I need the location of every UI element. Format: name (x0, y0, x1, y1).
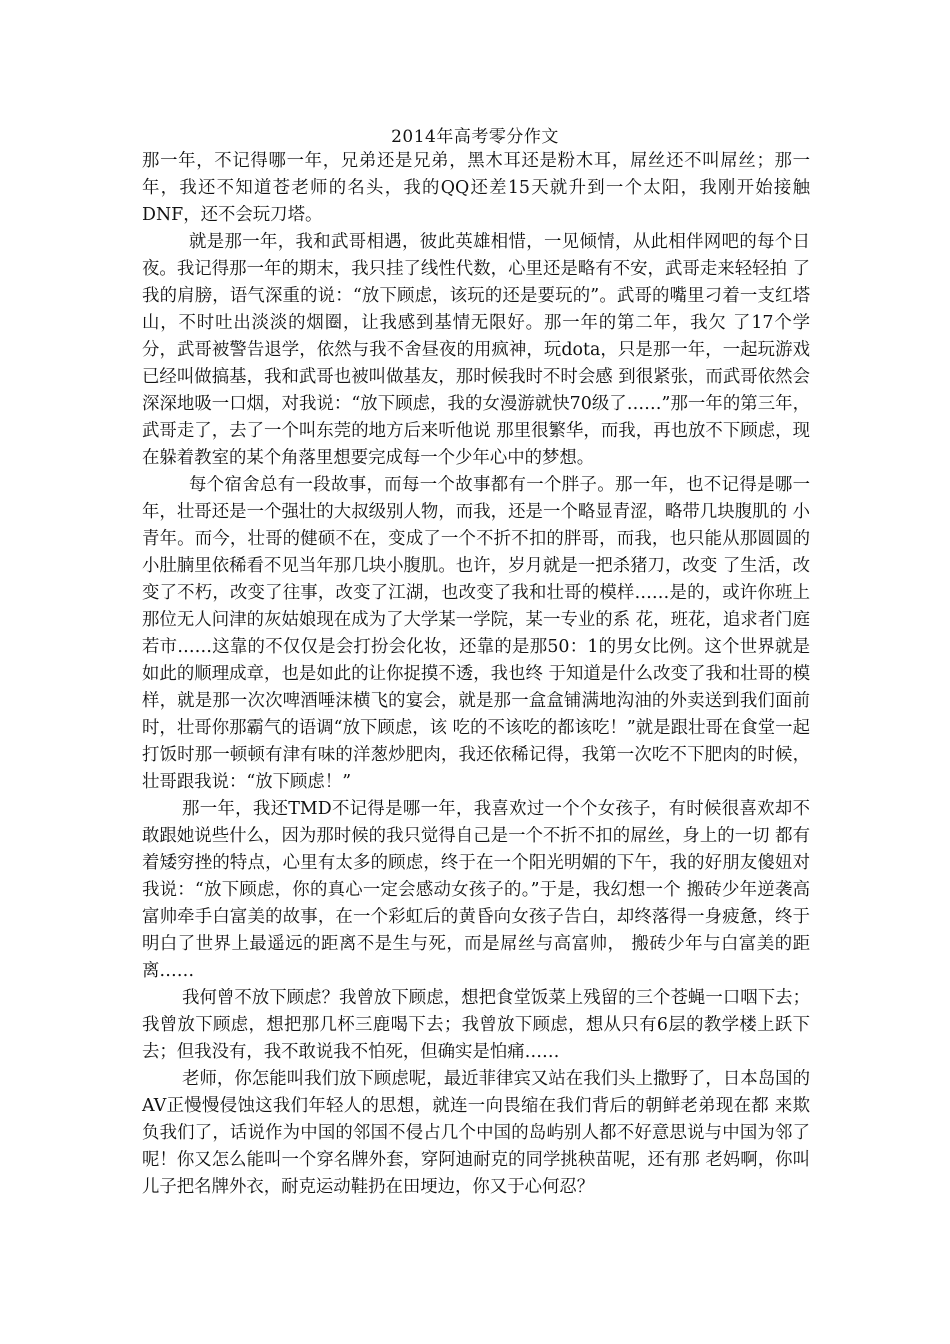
paragraph-2: 就是那一年，我和武哥相遇，彼此英雄相惜，一见倾情，从此相伴网吧的每个日夜。我记得那一年的期末，我只挂了线性代数，心里还是略有不安，武哥走来轻轻拍 了我的肩膀，语气深重的说：“放下顾虑，该玩的还是要玩的”。武哥的嘴里刁着一支红塔山，不时吐出淡淡的烟圈，让我感到基情无限好。那一年的第二年，我欠 了17个学分，武哥被警告退学，依然与我不舍昼夜的用疯神，玩dota，只是那一年，一起玩游戏已经叫做搞基，我和武哥也被叫做基友，那时候我时不时会感 到很紧张，而武哥依然会深深地吸一口烟，对我说：“放下顾虑，我的女漫游就快70级了……”那一年的第三年，武哥走了，去了一个叫东莞的地方后来听他说 那里很繁华，而我，再也放不下顾虑，现在躲着教室的某个角落里想要完成每一个少年心中的梦想。 (142, 232, 810, 468)
paragraph-1: 那一年，不记得哪一年，兄弟还是兄弟，黑木耳还是粉木耳，屌丝还不叫屌丝；那一年，我还不知道苍老师的名头，我的QQ还差15天就升到一个太阳，我刚开始接触DNF，还不会玩刀塔。 (142, 151, 810, 225)
paragraph-6: 老师，你怎能叫我们放下顾虑呢，最近菲律宾又站在我们头上撒野了，日本岛国的AV正慢慢侵蚀这我们年轻人的思想，就连一向畏缩在我们背后的朝鲜老弟现在都 来欺负我们了，话说作为中国的邻国不侵占几个中国的岛屿别人都不好意思说与中国为邻了呢！你又怎么能叫一个穿名牌外套，穿阿迪耐克的同学挑秧苗呢，还有那 老妈啊，你叫儿子把名牌外衣，耐克运动鞋扔在田埂边，你又于心何忍？ (142, 1069, 810, 1197)
document-body (142, 148, 810, 1201)
paragraph-3: 每个宿舍总有一段故事，而每一个故事都有一个胖子。那一年，也不记得是哪一年，壮哥还是一个强壮的大叔级别人物，而我，还是一个略显青涩，略带几块腹肌的 小青年。而今，壮哥的健硕不在，变成了一个不折不扣的胖哥，而我，也只能从那圆圆的小肚腩里依稀看不见当年那几块小腹肌。也许，岁月就是一把杀猪刀，改变 了生活，改变了不朽，改变了往事，改变了江湖，也改变了我和壮哥的模样……是的，或许你班上那位无人问津的灰姑娘现在成为了大学某一学院，某一专业的系 花，班花，追求者门庭若市……这靠的不仅仅是会打扮会化妆，还靠的是那50：1的男女比例。这个世界就是如此的顺理成章，也是如此的让你捉摸不透，我也终 于知道是什么改变了我和壮哥的模样，就是那一次次啤酒唾沫横飞的宴会，就是那一盒盒铺满地沟油的外卖送到我们面前时，壮哥你那霸气的语调“放下顾虑，该 吃的不该吃的都该吃！”就是跟壮哥在食堂一起打饭时那一顿顿有津有味的洋葱炒肥肉，我还依稀记得，我第一次吃不下肥肉的时候，壮哥跟我说：“放下顾虑！” (142, 475, 810, 792)
paragraph-5: 我何曾不放下顾虑？我曾放下顾虑，想把食堂饭菜上残留的三个苍蝇一口咽下去；我曾放下顾虑，想把那几杯三鹿喝下去；我曾放下顾虑，想从只有6层的教学楼上跃下去；但我没有，我不敢说我不怕死，但确实是怕痛…… (142, 988, 810, 1062)
paragraph-4: 那一年，我还TMD不记得是哪一年，我喜欢过一个个女孩子，有时候很喜欢却不敢跟她说些什么，因为那时候的我只觉得自己是一个不折不扣的屌丝，身上的一切 都有着矮穷挫的特点，心里有太多的顾虑，终于在一个阳光明媚的下午，我的好朋友傻妞对我说：“放下顾虑，你的真心一定会感动女孩子的。”于是，我幻想一个 搬砖少年逆袭高富帅牵手白富美的故事，在一个彩虹后的黄昏向女孩子告白，却终落得一身疲惫，终于明白了世界上最遥远的距离不是生与死，而是屌丝与高富帅， 搬砖少年与白富美的距离…… (142, 799, 810, 981)
document-title: 2014年高考零分作文 (391, 127, 559, 147)
